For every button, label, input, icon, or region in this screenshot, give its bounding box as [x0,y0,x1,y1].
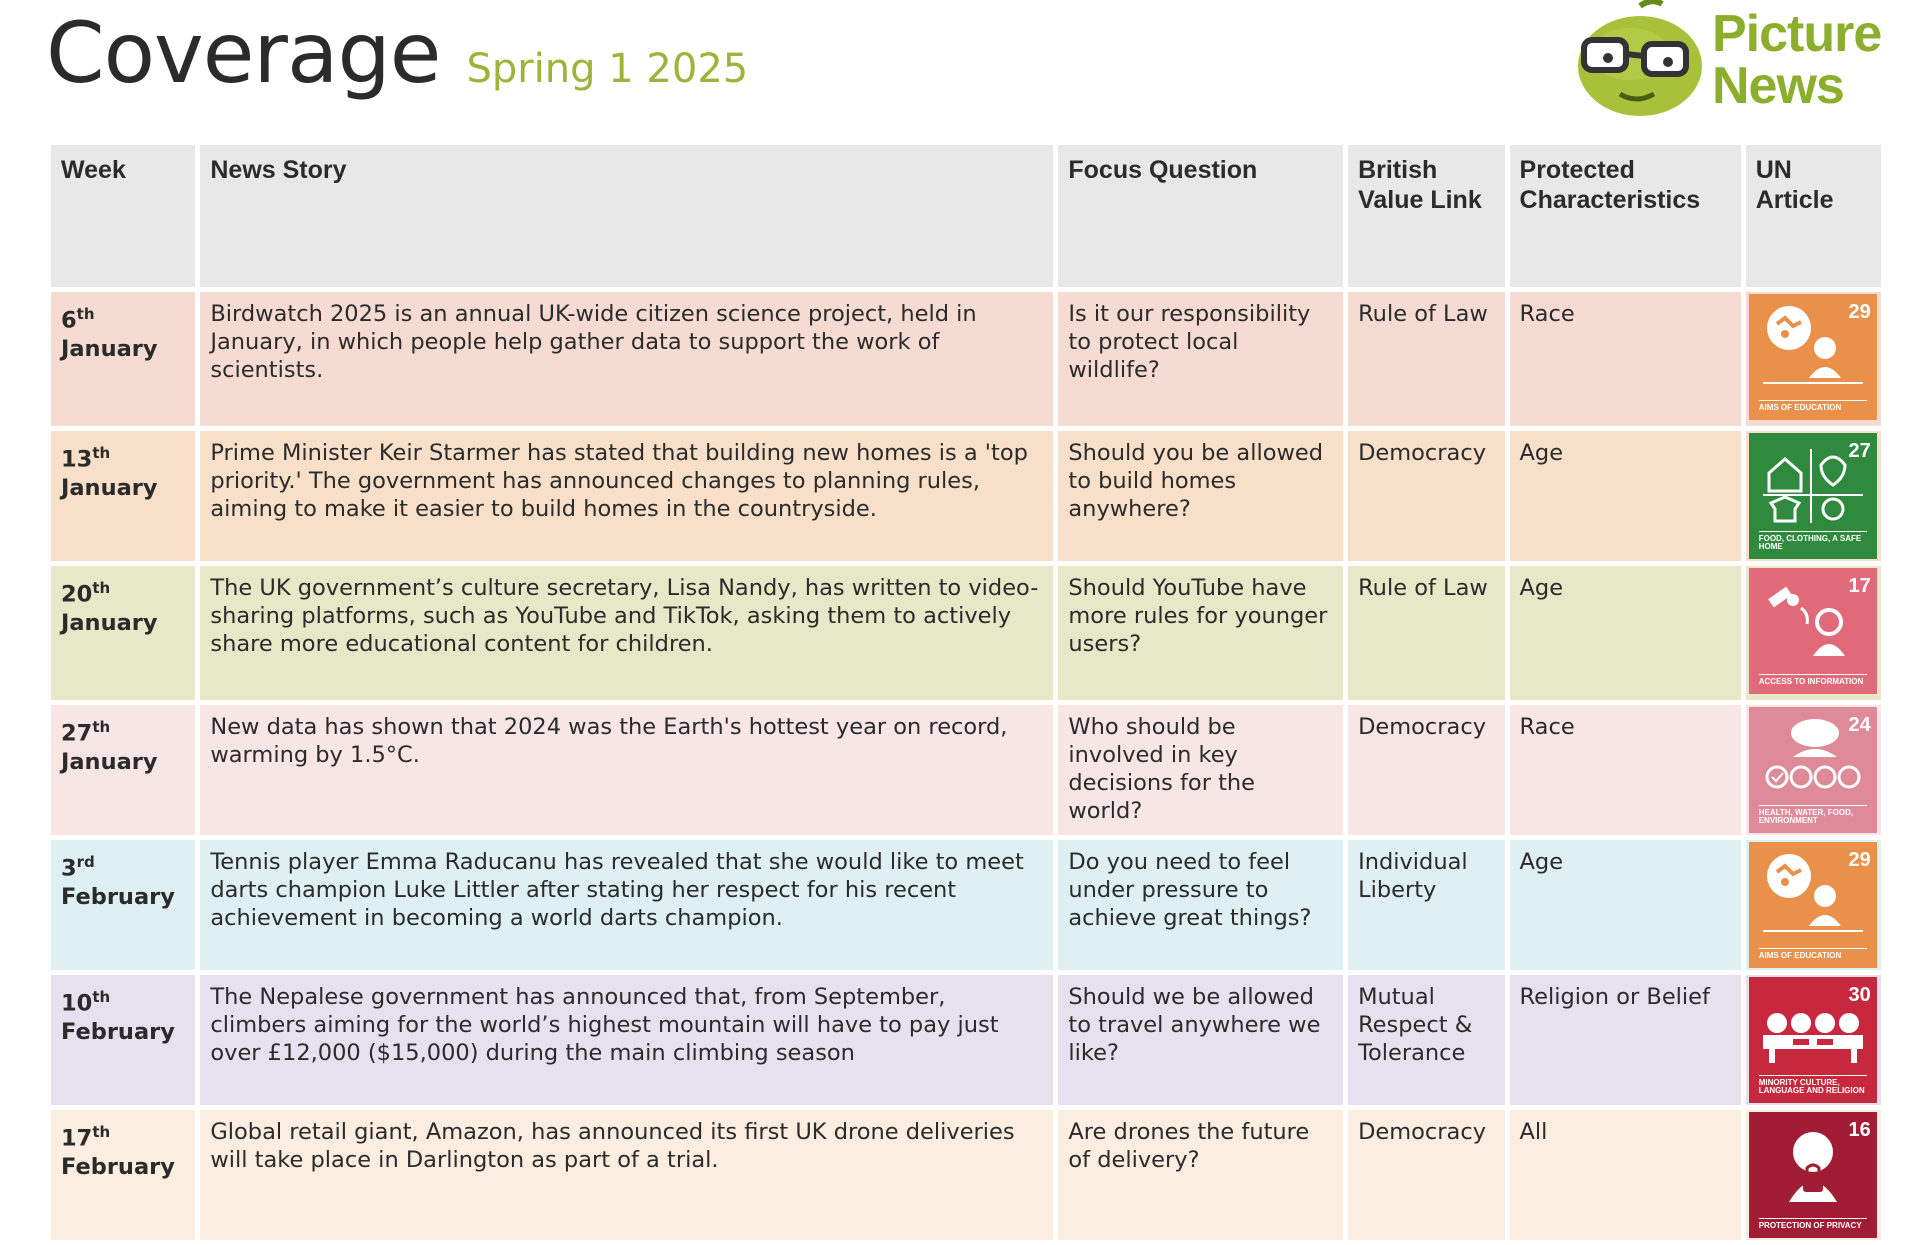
logo-text: Picture News [1712,5,1882,115]
news-story-cell: Birdwatch 2025 is an annual UK-wide citizen science project, held in January, in which people help gather data to support the work of scientists. [200,292,1053,426]
un-article-badge [1749,707,1877,833]
un-article-badge [1749,433,1877,559]
un-article-number: 27 [1848,440,1871,462]
un-article-caption: MINORITY CULTURE, LANGUAGE AND RELIGION [1759,1075,1867,1095]
un-article-caption: AIMS OF EDUCATION [1759,400,1867,412]
week-cell: 3rd February [51,840,195,970]
focus-question-cell: Is it our responsibility to protect local wildlife? [1058,292,1343,426]
apple-glasses-icon [1570,0,1710,118]
table-row [51,431,1881,561]
un-article-number: 29 [1848,301,1871,323]
protected-characteristic-cell: Age [1510,431,1741,561]
protected-characteristic-cell: Religion or Belief [1510,975,1741,1105]
un-article-cell [1746,840,1881,970]
table-header-row [51,145,1881,287]
focus-question-cell: Should YouTube have more rules for younger users? [1058,566,1343,700]
un-article-caption: PROTECTION OF PRIVACY [1759,1218,1867,1230]
un-article-cell [1746,431,1881,561]
page-header [46,4,748,102]
protected-characteristic-cell: Age [1510,566,1741,700]
news-story-cell: Prime Minister Keir Starmer has stated that building new homes is a 'top priority.' The government has announced changes to planning rules, aiming to make it easier to build homes in the countryside. [200,431,1053,561]
table-row [51,705,1881,835]
column-header-focus-question: Focus Question [1058,145,1343,287]
week-cell: 17th February [51,1110,195,1240]
un-article-caption: HEALTH, WATER, FOOD, ENVIRONMENT [1759,805,1867,825]
column-header-protected-characteristics: Protected Characteristics [1510,145,1741,287]
british-value-cell: Individual Liberty [1348,840,1504,970]
focus-question-cell: Should we be allowed to travel anywhere we like? [1058,975,1343,1105]
un-article-cell [1746,566,1881,700]
un-article-number: 30 [1848,984,1871,1006]
column-header-week: Week [51,145,195,287]
un-article-badge [1749,1112,1877,1238]
un-article-cell [1746,705,1881,835]
week-cell: 27th January [51,705,195,835]
un-article-badge [1749,977,1877,1103]
news-story-cell: New data has shown that 2024 was the Earth's hottest year on record, warming by 1.5°C. [200,705,1053,835]
news-story-cell: Tennis player Emma Raducanu has revealed that she would like to meet darts champion Luke Littler after stating her respect for his recent achievement in becoming a world darts champion. [200,840,1053,970]
un-article-badge [1749,568,1877,694]
table-row [51,975,1881,1105]
table-row [51,566,1881,700]
column-header-un-article: UN Article [1746,145,1881,287]
week-cell: 10th February [51,975,195,1105]
column-header-news-story: News Story [200,145,1053,287]
protected-characteristic-cell: Age [1510,840,1741,970]
table-row [51,292,1881,426]
un-article-number: 29 [1848,849,1871,871]
un-article-badge [1749,842,1877,968]
un-article-cell [1746,292,1881,426]
protected-characteristic-cell: Race [1510,705,1741,835]
un-article-number: 17 [1848,575,1871,597]
table-row [51,840,1881,970]
un-article-cell [1746,975,1881,1105]
protected-characteristic-cell: All [1510,1110,1741,1240]
un-article-caption: FOOD, CLOTHING, A SAFE HOME [1759,531,1867,551]
british-value-cell: Democracy [1348,1110,1504,1240]
week-cell: 13th January [51,431,195,561]
un-article-caption: ACCESS TO INFORMATION [1759,674,1867,686]
focus-question-cell: Are drones the future of delivery? [1058,1110,1343,1240]
british-value-cell: Rule of Law [1348,292,1504,426]
un-article-caption: AIMS OF EDUCATION [1759,948,1867,960]
british-value-cell: Democracy [1348,431,1504,561]
news-story-cell: The UK government’s culture secretary, Lisa Nandy, has written to video-sharing platforms, such as YouTube and TikTok, asking them to actively share more educational content for children. [200,566,1053,700]
week-cell: 6th January [51,292,195,426]
table-row [51,1110,1881,1240]
coverage-table [46,140,1886,1245]
news-story-cell: The Nepalese government has announced that, from September, climbers aiming for the world’s highest mountain will have to pay just over £12,000 ($15,000) during the main climbing season [200,975,1053,1105]
page-title: Coverage [46,4,441,102]
focus-question-cell: Should you be allowed to build homes anywhere? [1058,431,1343,561]
week-cell: 20th January [51,566,195,700]
un-article-cell [1746,1110,1881,1240]
british-value-cell: Mutual Respect & Tolerance [1348,975,1504,1105]
column-header-british-value: British Value Link [1348,145,1504,287]
un-article-badge [1749,294,1877,420]
protected-characteristic-cell: Race [1510,292,1741,426]
un-article-number: 16 [1848,1119,1871,1141]
british-value-cell: Democracy [1348,705,1504,835]
page-subtitle: Spring 1 2025 [466,46,749,92]
focus-question-cell: Do you need to feel under pressure to achieve great things? [1058,840,1343,970]
british-value-cell: Rule of Law [1348,566,1504,700]
news-story-cell: Global retail giant, Amazon, has announced its first UK drone deliveries will take place in Darlington as part of a trial. [200,1110,1053,1240]
picture-news-logo [1570,0,1880,118]
focus-question-cell: Who should be involved in key decisions for the world? [1058,705,1343,835]
un-article-number: 24 [1848,714,1871,736]
